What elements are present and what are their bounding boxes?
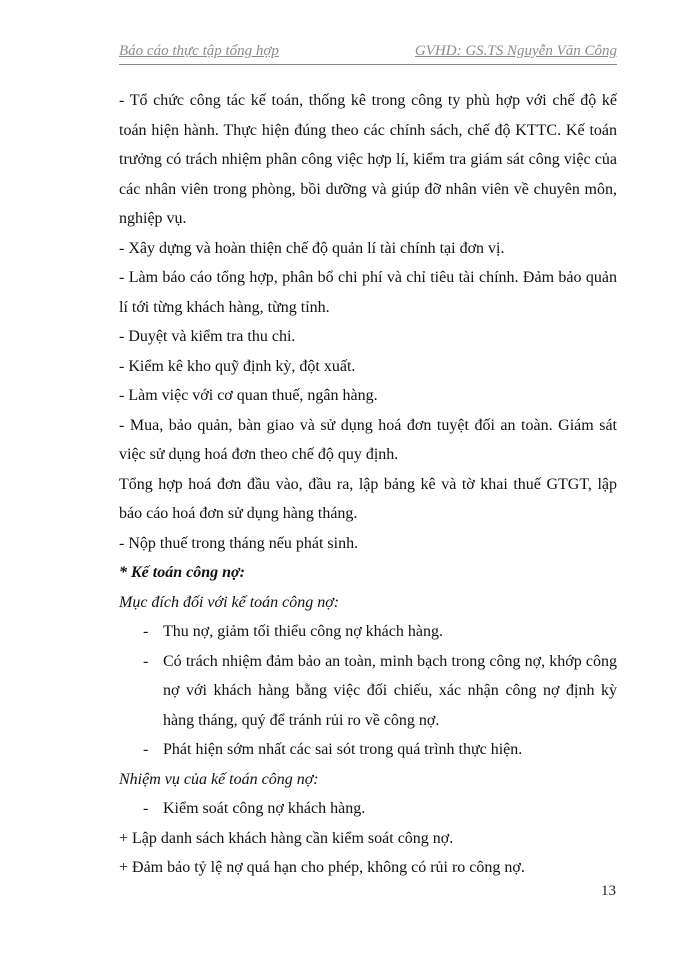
document-body <box>119 86 617 883</box>
paragraph: Tổng hợp hoá đơn đầu vào, đầu ra, lập bảng kê và tờ khai thuế GTGT, lập báo cáo hoá đơn sử dụng hàng tháng. <box>119 475 617 522</box>
duty-label: Nhiệm vụ của kế toán công nợ: <box>119 770 319 788</box>
page-number: 13 <box>601 883 616 899</box>
paragraph: - Nộp thuế trong tháng nếu phát sinh. <box>119 534 359 552</box>
purpose-label: Mục đích đối với kế toán công nợ: <box>119 593 340 611</box>
duty-item-text: Kiểm soát công nợ khách hàng. <box>163 800 366 817</box>
bullet-mark: - <box>143 800 149 817</box>
plus-item: + Lập danh sách khách hàng cần kiểm soát công nợ. <box>119 829 454 847</box>
paragraph: - Mua, bảo quản, bàn giao và sử dụng hoá đơn tuyệt đối an toàn. Giám sát việc sử dụng hoá đơn theo chế độ quy định. <box>119 416 617 463</box>
header-report-title: Báo cáo thực tập tổng hợp <box>119 43 279 59</box>
page-header <box>119 40 617 65</box>
purpose-item-text: Phát hiện sớm nhất các sai sót trong quá trình thực hiện. <box>163 741 523 758</box>
plus-item: + Đảm bảo tỷ lệ nợ quá hạn cho phép, không có rủi ro công nợ. <box>119 859 525 876</box>
section-heading: * Kế toán công nợ: <box>119 564 245 581</box>
bullet-mark: - <box>143 652 149 670</box>
paragraph: - Duyệt và kiểm tra thu chi. <box>119 328 296 345</box>
paragraph: - Kiểm kê kho quỹ định kỳ, đột xuất. <box>119 357 356 375</box>
purpose-list-item <box>119 617 617 647</box>
purpose-item-text: Thu nợ, giảm tối thiểu công nợ khách hàng. <box>163 623 443 640</box>
bullet-mark: - <box>143 741 149 758</box>
purpose-item-text: Có trách nhiệm đảm bảo an toàn, minh bạch trong công nợ, khớp công nợ với khách hàng bằng việc đối chiếu, xác nhận công nợ định kỳ hàng tháng, quý để tránh rủi ro về công nợ. <box>163 652 617 729</box>
paragraph: - Làm báo cáo tổng hợp, phân bổ chi phí và chỉ tiêu tài chính. Đảm bảo quản lí tới từng khách hàng, từng tỉnh. <box>119 269 617 316</box>
duty-list-item <box>119 794 617 824</box>
paragraph: - Tổ chức công tác kế toán, thống kê trong công ty phù hợp với chế độ kế toán hiện hành. Thực hiện đúng theo các chính sách, chế độ KTTC. Kế toán trưởng có trách nhiệm phân công việc hợp lí, kiểm tra giám sát công việc của các nhân viên trong phòng, bồi dưỡng và giúp đỡ nhân viên về chuyên môn, nghiệp vụ. <box>119 92 617 227</box>
header-supervisor: GVHD: GS.TS Nguyễn Văn Công <box>414 43 617 59</box>
paragraph: - Làm việc với cơ quan thuế, ngân hàng. <box>119 387 378 404</box>
purpose-list-item <box>119 647 617 736</box>
bullet-mark: - <box>143 623 149 640</box>
purpose-list-item <box>119 735 617 765</box>
paragraph: - Xây dựng và hoàn thiện chế độ quản lí tài chính tại đơn vị. <box>119 239 505 257</box>
